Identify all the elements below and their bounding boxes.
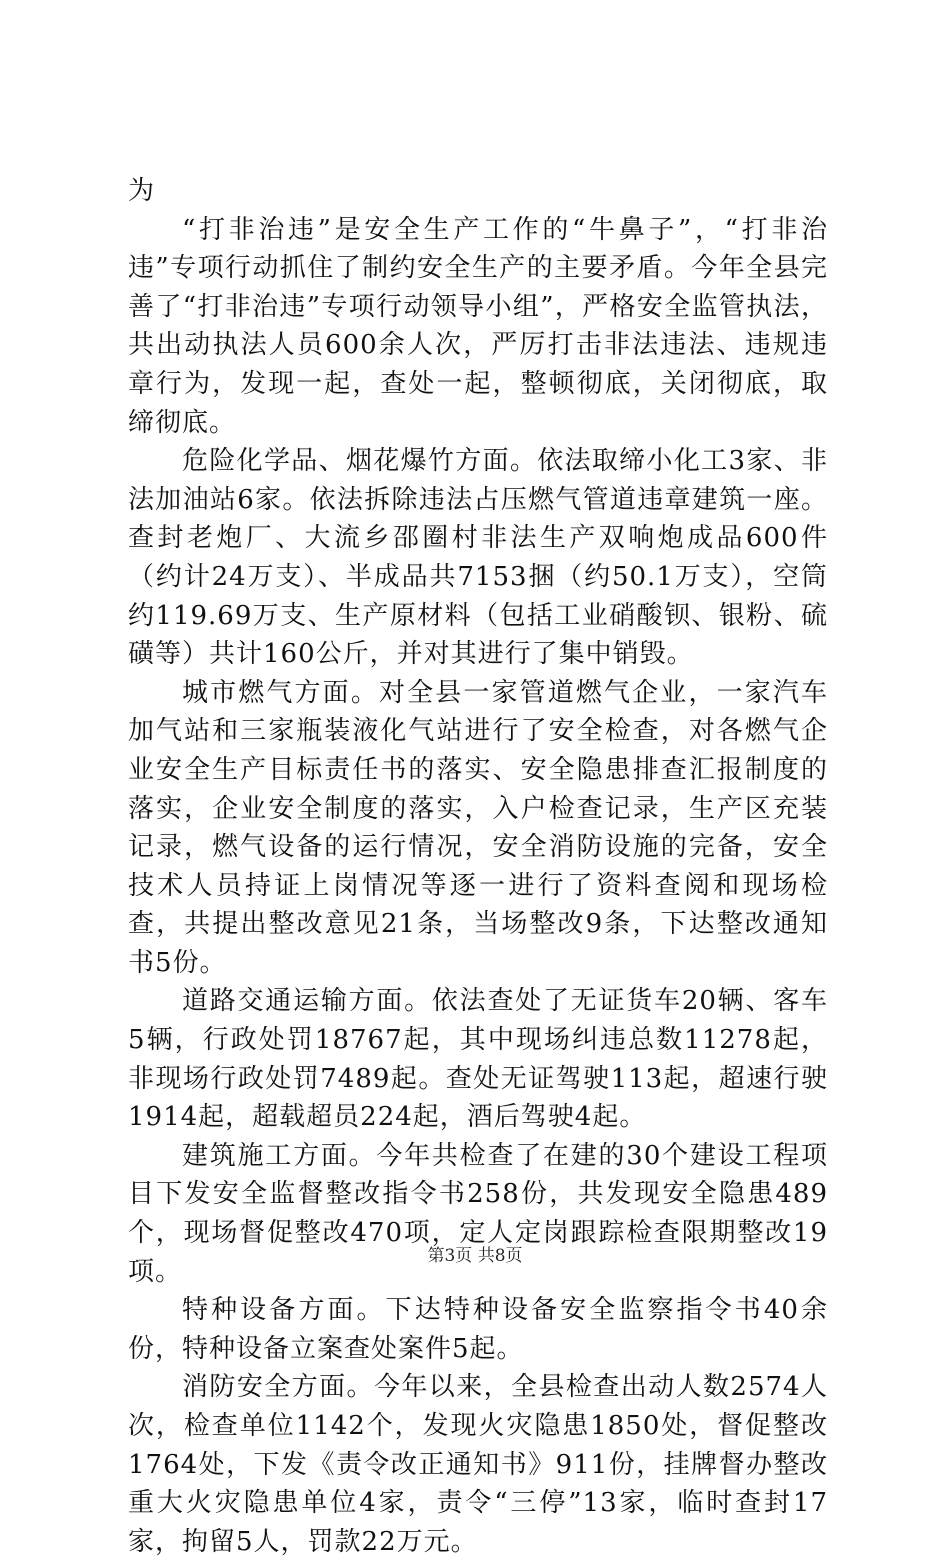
paragraph-city-gas: 城市燃气方面。对全县一家管道燃气企业，一家汽车加气站和三家瓶装液化气站进行了安全检查，对各燃气企业安全生产目标责任书的落实、安全隐患排查汇报制度的落实，企业安全制度的落实，入户检查记录，生产区充装记录，燃气设备的运行情况，安全消防设施的完备，安全技术人员持证上岗情况等逐一进行了资料查阅和现场检查，共提出整改意见21条，当场整改9条，下达整改通知书5份。 bbox=[128, 677, 828, 978]
document-body bbox=[128, 172, 828, 1561]
paragraph-road-traffic: 道路交通运输方面。依法查处了无证货车20辆、客车5辆，行政处罚18767起，其中现场纠违总数11278起，非现场行政处罚7489起。查处无证驾驶113起，超速行驶1914起，超载超员224起，酒后驾驶4起。 bbox=[128, 986, 828, 1133]
paragraph-special-equipment: 特种设备方面。下达特种设备安全监察指令书40余份，特种设备立案查处案件5起。 bbox=[128, 1295, 828, 1364]
paragraph-construction: 建筑施工方面。今年共检查了在建的30个建设工程项目下发安全监督整改指令书258份，共发现安全隐患489个，现场督促整改470项，定人定岗跟踪检查限期整改19项。 bbox=[128, 1140, 828, 1287]
page-footer: 第3页 共8页 bbox=[427, 1246, 523, 1266]
paragraph-continuation: 为 bbox=[128, 176, 156, 206]
paragraph-fire-safety: 消防安全方面。今年以来，全县检查出动人数2574人次，检查单位1142个，发现火灾隐患1850处，督促整改1764处，下发《责令改正通知书》911份，挂牌督办整改重大火灾隐患单位4家，责令“三停”13家，临时查封17家，拘留5人，罚款22万元。 bbox=[128, 1372, 828, 1557]
paragraph-campaign-intro: “打非治违”是安全生产工作的“牛鼻子”，“打非治违”专项行动抓住了制约安全生产的主要矛盾。今年全县完善了“打非治违”专项行动领导小组”，严格安全监管执法，共出动执法人员600余人次，严厉打击非法违法、违规违章行为，发现一起，查处一起，整顿彻底，关闭彻底，取缔彻底。 bbox=[128, 214, 828, 438]
paragraph-hazardous-chemicals: 危险化学品、烟花爆竹方面。依法取缔小化工3家、非法加油站6家。依法拆除违法占压燃气管道违章建筑一座。查封老炮厂、大流乡邵圈村非法生产双响炮成品600件（约计24万支）、半成品共7153捆（约50.1万支），空筒约119.69万支、生产原材料（包括工业硝酸钡、银粉、硫磺等）共计160公斤，并对其进行了集中销毁。 bbox=[128, 446, 828, 670]
